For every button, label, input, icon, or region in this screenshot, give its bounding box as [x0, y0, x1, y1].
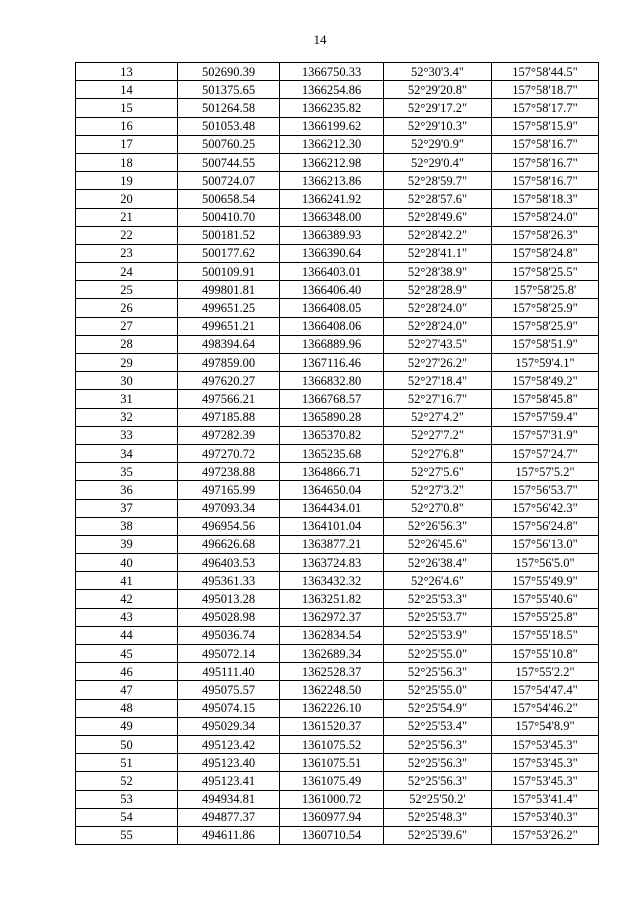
table-row [76, 99, 599, 117]
latitude-cell: 52°28'42.2" [384, 226, 492, 244]
y-coordinate-cell: 1366832.80 [280, 372, 384, 390]
latitude-cell: 52°29'0.9" [384, 135, 492, 153]
y-coordinate-cell: 1363432.32 [280, 572, 384, 590]
longitude-cell: 157°53'45.3" [492, 754, 599, 772]
table-row [76, 281, 599, 299]
y-coordinate-cell: 1365890.28 [280, 408, 384, 426]
table-row [76, 572, 599, 590]
latitude-cell: 52°26'45.6" [384, 535, 492, 553]
longitude-cell: 157°53'41.4" [492, 790, 599, 808]
longitude-cell: 157°58'49.2" [492, 372, 599, 390]
longitude-cell: 157°58'16.7" [492, 135, 599, 153]
latitude-cell: 52°28'24.0" [384, 299, 492, 317]
latitude-cell: 52°27'18.4" [384, 372, 492, 390]
y-coordinate-cell: 1366403.01 [280, 263, 384, 281]
y-coordinate-cell: 1361000.72 [280, 790, 384, 808]
point-number-cell: 52 [76, 772, 178, 790]
y-coordinate-cell: 1366408.05 [280, 299, 384, 317]
latitude-cell: 52°25'56.3" [384, 754, 492, 772]
latitude-cell: 52°26'4.6" [384, 572, 492, 590]
latitude-cell: 52°25'56.3" [384, 772, 492, 790]
y-coordinate-cell: 1365370.82 [280, 426, 384, 444]
y-coordinate-cell: 1366768.57 [280, 390, 384, 408]
y-coordinate-cell: 1361075.49 [280, 772, 384, 790]
latitude-cell: 52°29'17.2" [384, 99, 492, 117]
table-row [76, 517, 599, 535]
y-coordinate-cell: 1366212.98 [280, 153, 384, 171]
longitude-cell: 157°54'8.9" [492, 717, 599, 735]
latitude-cell: 52°29'20.8" [384, 81, 492, 99]
point-number-cell: 28 [76, 335, 178, 353]
x-coordinate-cell: 495029.34 [178, 717, 280, 735]
longitude-cell: 157°58'16.7" [492, 153, 599, 171]
longitude-cell: 157°55'49.9" [492, 572, 599, 590]
y-coordinate-cell: 1367116.46 [280, 354, 384, 372]
point-number-cell: 38 [76, 517, 178, 535]
latitude-cell: 52°28'28.9" [384, 281, 492, 299]
table-row [76, 135, 599, 153]
point-number-cell: 23 [76, 244, 178, 262]
point-number-cell: 41 [76, 572, 178, 590]
longitude-cell: 157°58'51.9" [492, 335, 599, 353]
table-row [76, 663, 599, 681]
longitude-cell: 157°58'25.9" [492, 299, 599, 317]
latitude-cell: 52°27'43.5" [384, 335, 492, 353]
point-number-cell: 54 [76, 808, 178, 826]
y-coordinate-cell: 1365235.68 [280, 444, 384, 462]
latitude-cell: 52°29'10.3" [384, 117, 492, 135]
table-row [76, 808, 599, 826]
page-number: 14 [313, 32, 327, 47]
y-coordinate-cell: 1363877.21 [280, 535, 384, 553]
table-row [76, 390, 599, 408]
point-number-cell: 17 [76, 135, 178, 153]
latitude-cell: 52°27'16.7" [384, 390, 492, 408]
x-coordinate-cell: 497238.88 [178, 463, 280, 481]
table-row [76, 754, 599, 772]
latitude-cell: 52°28'49.6" [384, 208, 492, 226]
longitude-cell: 157°58'17.7" [492, 99, 599, 117]
latitude-cell: 52°27'5.6" [384, 463, 492, 481]
table-row [76, 717, 599, 735]
point-number-cell: 46 [76, 663, 178, 681]
x-coordinate-cell: 497859.00 [178, 354, 280, 372]
x-coordinate-cell: 494611.86 [178, 826, 280, 844]
x-coordinate-cell: 500181.52 [178, 226, 280, 244]
table-row [76, 335, 599, 353]
point-number-cell: 36 [76, 481, 178, 499]
x-coordinate-cell: 497282.39 [178, 426, 280, 444]
point-number-cell: 43 [76, 608, 178, 626]
x-coordinate-cell: 498394.64 [178, 335, 280, 353]
latitude-cell: 52°25'56.3" [384, 663, 492, 681]
latitude-cell: 52°25'54.9" [384, 699, 492, 717]
latitude-cell: 52°27'4.2" [384, 408, 492, 426]
latitude-cell: 52°27'6.8" [384, 444, 492, 462]
table-row [76, 63, 599, 81]
table-row [76, 790, 599, 808]
point-number-cell: 15 [76, 99, 178, 117]
longitude-cell: 157°57'24.7" [492, 444, 599, 462]
x-coordinate-cell: 495123.41 [178, 772, 280, 790]
longitude-cell: 157°56'53.7" [492, 481, 599, 499]
table-row [76, 826, 599, 844]
x-coordinate-cell: 500177.62 [178, 244, 280, 262]
table-row [76, 481, 599, 499]
x-coordinate-cell: 495361.33 [178, 572, 280, 590]
x-coordinate-cell: 501375.65 [178, 81, 280, 99]
table-row [76, 426, 599, 444]
y-coordinate-cell: 1366241.92 [280, 190, 384, 208]
coordinates-table [75, 62, 599, 845]
y-coordinate-cell: 1366406.40 [280, 281, 384, 299]
y-coordinate-cell: 1366889.96 [280, 335, 384, 353]
point-number-cell: 42 [76, 590, 178, 608]
longitude-cell: 157°58'25.8' [492, 281, 599, 299]
table-row [76, 263, 599, 281]
point-number-cell: 49 [76, 717, 178, 735]
table-row [76, 626, 599, 644]
y-coordinate-cell: 1362689.34 [280, 645, 384, 663]
coordinates-table-body [76, 63, 599, 845]
point-number-cell: 44 [76, 626, 178, 644]
longitude-cell: 157°58'44.5" [492, 63, 599, 81]
table-row [76, 226, 599, 244]
x-coordinate-cell: 496403.53 [178, 554, 280, 572]
y-coordinate-cell: 1362226.10 [280, 699, 384, 717]
y-coordinate-cell: 1366213.86 [280, 172, 384, 190]
latitude-cell: 52°25'53.3" [384, 590, 492, 608]
x-coordinate-cell: 499651.25 [178, 299, 280, 317]
latitude-cell: 52°27'3.2" [384, 481, 492, 499]
x-coordinate-cell: 497620.27 [178, 372, 280, 390]
x-coordinate-cell: 500744.55 [178, 153, 280, 171]
point-number-cell: 27 [76, 317, 178, 335]
x-coordinate-cell: 501264.58 [178, 99, 280, 117]
point-number-cell: 35 [76, 463, 178, 481]
longitude-cell: 157°55'25.8" [492, 608, 599, 626]
y-coordinate-cell: 1363724.83 [280, 554, 384, 572]
table-row [76, 554, 599, 572]
longitude-cell: 157°58'24.0" [492, 208, 599, 226]
longitude-cell: 157°58'16.7" [492, 172, 599, 190]
y-coordinate-cell: 1366348.00 [280, 208, 384, 226]
point-number-cell: 32 [76, 408, 178, 426]
x-coordinate-cell: 495074.15 [178, 699, 280, 717]
latitude-cell: 52°25'55.0" [384, 681, 492, 699]
point-number-cell: 39 [76, 535, 178, 553]
latitude-cell: 52°25'53.4" [384, 717, 492, 735]
longitude-cell: 157°55'10.8" [492, 645, 599, 663]
longitude-cell: 157°59'4.1" [492, 354, 599, 372]
table-row [76, 463, 599, 481]
longitude-cell: 157°57'59.4" [492, 408, 599, 426]
longitude-cell: 157°53'40.3" [492, 808, 599, 826]
y-coordinate-cell: 1366389.93 [280, 226, 384, 244]
y-coordinate-cell: 1364434.01 [280, 499, 384, 517]
longitude-cell: 157°58'25.5" [492, 263, 599, 281]
y-coordinate-cell: 1366212.30 [280, 135, 384, 153]
x-coordinate-cell: 497566.21 [178, 390, 280, 408]
table-row [76, 190, 599, 208]
longitude-cell: 157°56'24.8" [492, 517, 599, 535]
x-coordinate-cell: 495036.74 [178, 626, 280, 644]
x-coordinate-cell: 500658.54 [178, 190, 280, 208]
x-coordinate-cell: 496626.68 [178, 535, 280, 553]
longitude-cell: 157°53'26.2" [492, 826, 599, 844]
latitude-cell: 52°25'53.9" [384, 626, 492, 644]
x-coordinate-cell: 500724.07 [178, 172, 280, 190]
point-number-cell: 25 [76, 281, 178, 299]
table-row [76, 699, 599, 717]
latitude-cell: 52°26'38.4" [384, 554, 492, 572]
point-number-cell: 47 [76, 681, 178, 699]
latitude-cell: 52°27'7.2" [384, 426, 492, 444]
y-coordinate-cell: 1361520.37 [280, 717, 384, 735]
latitude-cell: 52°25'56.3" [384, 735, 492, 753]
x-coordinate-cell: 501053.48 [178, 117, 280, 135]
point-number-cell: 19 [76, 172, 178, 190]
y-coordinate-cell: 1366235.82 [280, 99, 384, 117]
longitude-cell: 157°58'26.3" [492, 226, 599, 244]
table-row [76, 444, 599, 462]
table-row [76, 244, 599, 262]
table-row [76, 81, 599, 99]
latitude-cell: 52°28'38.9" [384, 263, 492, 281]
latitude-cell: 52°28'57.6" [384, 190, 492, 208]
point-number-cell: 53 [76, 790, 178, 808]
point-number-cell: 31 [76, 390, 178, 408]
x-coordinate-cell: 497093.34 [178, 499, 280, 517]
point-number-cell: 40 [76, 554, 178, 572]
latitude-cell: 52°26'56.3" [384, 517, 492, 535]
y-coordinate-cell: 1366254.86 [280, 81, 384, 99]
table-row [76, 153, 599, 171]
longitude-cell: 157°55'2.2" [492, 663, 599, 681]
y-coordinate-cell: 1364101.04 [280, 517, 384, 535]
point-number-cell: 24 [76, 263, 178, 281]
table-row [76, 354, 599, 372]
table-row [76, 608, 599, 626]
longitude-cell: 157°58'18.3" [492, 190, 599, 208]
point-number-cell: 33 [76, 426, 178, 444]
x-coordinate-cell: 495123.40 [178, 754, 280, 772]
table-row [76, 590, 599, 608]
point-number-cell: 16 [76, 117, 178, 135]
table-row [76, 208, 599, 226]
latitude-cell: 52°25'50.2' [384, 790, 492, 808]
point-number-cell: 18 [76, 153, 178, 171]
longitude-cell: 157°57'5.2" [492, 463, 599, 481]
y-coordinate-cell: 1362248.50 [280, 681, 384, 699]
point-number-cell: 55 [76, 826, 178, 844]
latitude-cell: 52°28'41.1" [384, 244, 492, 262]
latitude-cell: 52°25'39.6" [384, 826, 492, 844]
point-number-cell: 34 [76, 444, 178, 462]
longitude-cell: 157°54'47.4" [492, 681, 599, 699]
x-coordinate-cell: 499651.21 [178, 317, 280, 335]
latitude-cell: 52°30'3.4" [384, 63, 492, 81]
x-coordinate-cell: 494934.81 [178, 790, 280, 808]
table-row [76, 372, 599, 390]
x-coordinate-cell: 495072.14 [178, 645, 280, 663]
x-coordinate-cell: 500410.70 [178, 208, 280, 226]
x-coordinate-cell: 495123.42 [178, 735, 280, 753]
longitude-cell: 157°54'46.2" [492, 699, 599, 717]
point-number-cell: 20 [76, 190, 178, 208]
point-number-cell: 37 [76, 499, 178, 517]
point-number-cell: 14 [76, 81, 178, 99]
y-coordinate-cell: 1366390.64 [280, 244, 384, 262]
x-coordinate-cell: 500109.91 [178, 263, 280, 281]
y-coordinate-cell: 1360710.54 [280, 826, 384, 844]
point-number-cell: 29 [76, 354, 178, 372]
latitude-cell: 52°27'0.8" [384, 499, 492, 517]
y-coordinate-cell: 1360977.94 [280, 808, 384, 826]
y-coordinate-cell: 1364650.04 [280, 481, 384, 499]
longitude-cell: 157°55'40.6" [492, 590, 599, 608]
y-coordinate-cell: 1366750.33 [280, 63, 384, 81]
table-row [76, 317, 599, 335]
x-coordinate-cell: 496954.56 [178, 517, 280, 535]
x-coordinate-cell: 499801.81 [178, 281, 280, 299]
x-coordinate-cell: 495075.57 [178, 681, 280, 699]
x-coordinate-cell: 494877.37 [178, 808, 280, 826]
latitude-cell: 52°25'53.7" [384, 608, 492, 626]
table-row [76, 117, 599, 135]
x-coordinate-cell: 495111.40 [178, 663, 280, 681]
longitude-cell: 157°56'5.0" [492, 554, 599, 572]
point-number-cell: 51 [76, 754, 178, 772]
longitude-cell: 157°53'45.3" [492, 772, 599, 790]
y-coordinate-cell: 1364866.71 [280, 463, 384, 481]
point-number-cell: 13 [76, 63, 178, 81]
longitude-cell: 157°58'15.9" [492, 117, 599, 135]
x-coordinate-cell: 495013.28 [178, 590, 280, 608]
point-number-cell: 26 [76, 299, 178, 317]
x-coordinate-cell: 502690.39 [178, 63, 280, 81]
y-coordinate-cell: 1363251.82 [280, 590, 384, 608]
x-coordinate-cell: 497165.99 [178, 481, 280, 499]
x-coordinate-cell: 497270.72 [178, 444, 280, 462]
latitude-cell: 52°27'26.2" [384, 354, 492, 372]
y-coordinate-cell: 1362834.54 [280, 626, 384, 644]
table-row [76, 172, 599, 190]
y-coordinate-cell: 1361075.51 [280, 754, 384, 772]
y-coordinate-cell: 1366408.06 [280, 317, 384, 335]
longitude-cell: 157°55'18.5" [492, 626, 599, 644]
y-coordinate-cell: 1362528.37 [280, 663, 384, 681]
point-number-cell: 22 [76, 226, 178, 244]
longitude-cell: 157°53'45.3" [492, 735, 599, 753]
longitude-cell: 157°57'31.9" [492, 426, 599, 444]
table-row [76, 735, 599, 753]
point-number-cell: 30 [76, 372, 178, 390]
point-number-cell: 50 [76, 735, 178, 753]
latitude-cell: 52°28'59.7" [384, 172, 492, 190]
longitude-cell: 157°56'13.0" [492, 535, 599, 553]
longitude-cell: 157°58'45.8" [492, 390, 599, 408]
x-coordinate-cell: 495028.98 [178, 608, 280, 626]
table-row [76, 408, 599, 426]
point-number-cell: 45 [76, 645, 178, 663]
y-coordinate-cell: 1362972.37 [280, 608, 384, 626]
table-row [76, 681, 599, 699]
point-number-cell: 21 [76, 208, 178, 226]
latitude-cell: 52°25'55.0" [384, 645, 492, 663]
longitude-cell: 157°58'25.9" [492, 317, 599, 335]
table-row [76, 772, 599, 790]
latitude-cell: 52°29'0.4" [384, 153, 492, 171]
x-coordinate-cell: 497185.88 [178, 408, 280, 426]
latitude-cell: 52°25'48.3" [384, 808, 492, 826]
point-number-cell: 48 [76, 699, 178, 717]
x-coordinate-cell: 500760.25 [178, 135, 280, 153]
latitude-cell: 52°28'24.0" [384, 317, 492, 335]
table-row [76, 499, 599, 517]
longitude-cell: 157°58'18.7" [492, 81, 599, 99]
y-coordinate-cell: 1361075.52 [280, 735, 384, 753]
y-coordinate-cell: 1366199.62 [280, 117, 384, 135]
table-row [76, 535, 599, 553]
table-row [76, 645, 599, 663]
table-row [76, 299, 599, 317]
longitude-cell: 157°58'24.8" [492, 244, 599, 262]
longitude-cell: 157°56'42.3" [492, 499, 599, 517]
